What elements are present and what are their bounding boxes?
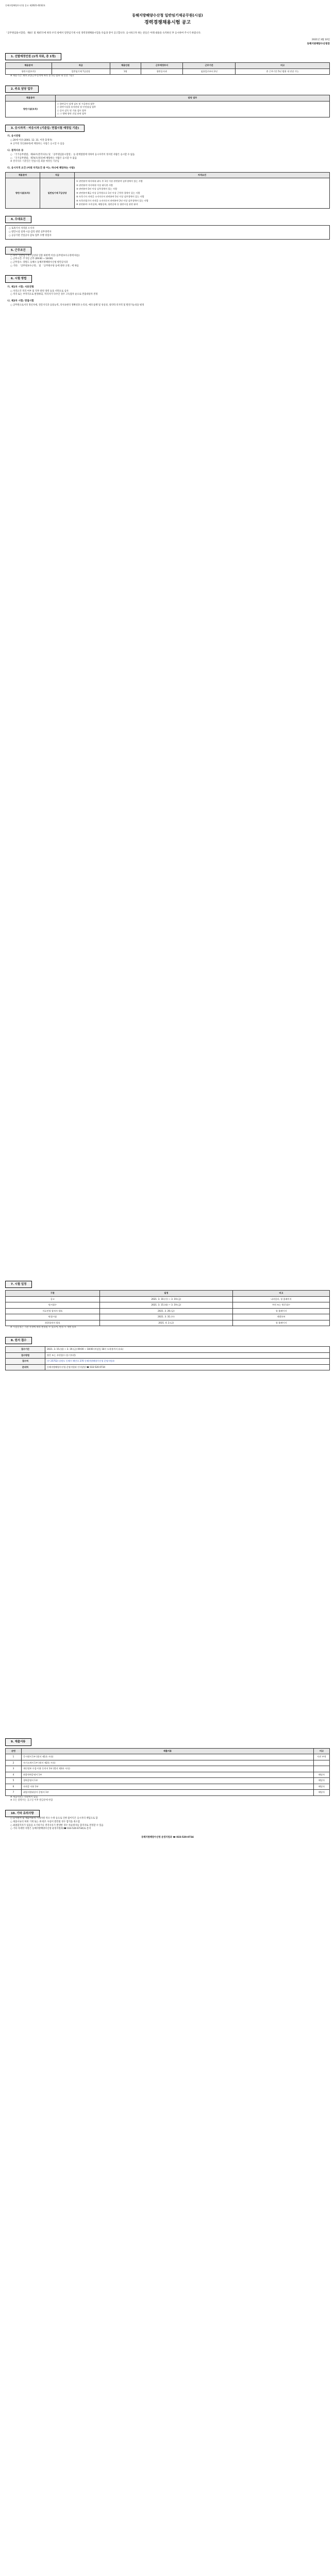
- note: ※ 시험일정은 기관 사정에 따라 변경될 수 있으며, 변경 시 개별 통보: [10, 1326, 76, 1329]
- list-item: ○ 기타: 「공무원보수규정」 및 「공무원수당 등에 관한 규정」에 따름: [10, 264, 79, 267]
- table-cell: 해당자: [314, 1772, 330, 1778]
- table-cell: [56, 101, 330, 117]
- table-cell: 3: [6, 1766, 22, 1772]
- table-row: [6, 1364, 330, 1370]
- table-header: 직급: [40, 172, 75, 178]
- sub-heading: 다. 응시자격 요건 (아래 자격요건 중 어느 하나에 해당하는 사람): [7, 166, 75, 170]
- table-row: [6, 1766, 330, 1772]
- table-header: 직급: [52, 63, 110, 69]
- list-item: ○ 항만공사 설계 검토 및 시공관리 업무: [57, 102, 95, 105]
- table-row: [6, 1314, 330, 1320]
- list-item: ○ 기타 자세한 사항은 동해지방해양수산청 운영지원과(☎ 033-520-0734)로 문의: [10, 1827, 91, 1831]
- table-cell: (우 25752) 강원도 동해시 해안로 270 동해지방해양수산청 운영지원과: [45, 1359, 330, 1365]
- section-heading: 4. 우대요건: [5, 216, 31, 223]
- list-item: ○ 「국가공무원법」제74조(정년)에 해당하는 사람은 응시할 수 없음: [10, 157, 77, 160]
- table-cell: 접수처: [6, 1359, 45, 1365]
- section-heading: 10. 기타 유의사항: [5, 1810, 40, 1817]
- table-cell: 총 근무기간 5년 범위 내 연장 가능: [236, 69, 330, 75]
- list-item: ○ 공공기관 건설공사 감독 업무 수행 경험자: [9, 234, 52, 237]
- table-cell: 공고: [6, 1296, 100, 1302]
- section-conditions: [5, 247, 330, 268]
- table-row: [6, 1359, 330, 1365]
- list-item: ④ 관련분야 8급 이상 공무원으로 1년 이상 근무한 경력이 있는 사람: [76, 191, 140, 194]
- table-row: [6, 1320, 330, 1326]
- note: ※ 채용기간: 최초 2년(근무실적에 따라 총 5년 범위 내 연장 가능): [10, 75, 74, 78]
- table-row: [6, 1784, 330, 1790]
- table-header: 근무예정부서: [141, 63, 182, 69]
- reference-number: 동해지방해양수산청 공고 제2021-0232호: [5, 4, 46, 7]
- table-row: [6, 101, 330, 117]
- table-header: 순번: [6, 1748, 22, 1754]
- table-cell: 최종합격자 발표: [6, 1320, 100, 1326]
- application-table: [5, 1346, 330, 1370]
- duties-table: [5, 95, 330, 117]
- table-cell: 일반임기제 7급상당: [40, 178, 75, 209]
- table-cell: 자격증 사본 1부: [22, 1784, 314, 1790]
- table-header: 비고: [314, 1748, 330, 1754]
- table-row: [6, 1754, 330, 1760]
- section-heading: 1. 선발예정인원 (1개 직위, 총 1명): [5, 53, 61, 60]
- list-item: ○ 20세 이상 (2001. 12. 31. 이전 출생자): [10, 139, 53, 142]
- notice-page: [5, 0, 330, 1850]
- schedule-table: [5, 1290, 330, 1326]
- note: ※ 공무원 정년(60세)에 해당하는 사람은 응시할 수 없음: [10, 143, 64, 146]
- section-heading: 6. 시험 방법: [5, 275, 32, 282]
- table-cell: 항만공사과: [141, 69, 182, 75]
- list-item: ③ 관련분야 3년 이상 실무경력이 있는 사람: [76, 188, 118, 191]
- table-cell: 방문 또는 우편접수 (등기우편): [45, 1352, 330, 1359]
- table-cell: 2021. 3. 26.(금): [99, 1308, 232, 1314]
- intro-paragraph: 「공무원임용시험령」제4조 및 제47조에 따라 우리 청에서 일반임기제 시설 경력경쟁채용시험을 다음과 같이 공고합니다. 응시하고자 하는 분들은 아래 내용을 숙지하신 후 응시하여 주시기 바랍니다.: [5, 32, 202, 35]
- table-cell: 7: [6, 1790, 22, 1796]
- title-line-1: 동해지방해양수산청 일반임기제공무원(시설): [132, 13, 203, 18]
- table-cell: 일반임기제 7급상당: [52, 69, 110, 75]
- qualification-table: [5, 172, 330, 209]
- list-item: ○ 자격요건 적격 여부 및 직무 관련 경력 등을 서면으로 심사: [10, 290, 69, 293]
- table-cell: 1: [6, 1754, 22, 1760]
- list-item: ○ 공사 감독 및 기술 검토 업무: [57, 109, 87, 112]
- issuing-organization: 동해지방해양수산청장: [307, 42, 330, 45]
- section-documents: [5, 1738, 330, 1803]
- section-heading: 7. 시험 일정: [5, 1281, 32, 1288]
- section-schedule: [5, 1281, 330, 1330]
- section-preferences: [5, 216, 330, 240]
- list-item: ⑥ 토목산업기사 자격증 소지자로서 관련분야 2년 이상 실무경력이 있는 사람: [76, 199, 148, 202]
- table-row: [6, 1302, 330, 1309]
- table-row: [6, 69, 330, 75]
- table-row: [6, 1790, 330, 1796]
- table-header: 구분: [6, 1291, 100, 1297]
- list-item: ○ 근무장소: 강원도 동해시 동해지방해양수산청 항만공사과: [10, 261, 68, 264]
- list-item: ○ 최종합격자가 임용을 포기하거나 결격사유가 발생한 경우 차순위자를 합격자로 결정할 수 있음: [10, 1824, 104, 1827]
- table-cell: 임용일로부터 2년: [183, 69, 236, 75]
- positions-table: [5, 62, 330, 75]
- table-cell: [314, 1766, 330, 1772]
- section-other-notes: [5, 1810, 330, 1831]
- table-cell: 취업지원대상자 증명서 1부: [22, 1790, 314, 1796]
- list-item: ○ 공무원으로서의 정신자세, 전문지식과 응용능력, 의사표현의 정확성과 논리성, 예의·품행 및 성실성, 창의력·의지력 및 발전가능성을 평정: [10, 304, 144, 307]
- sub-heading: 가. 응시연령: [7, 135, 21, 138]
- table-cell: 개별통보: [232, 1314, 329, 1320]
- table-row: [6, 1308, 330, 1314]
- preferences-box: [5, 225, 330, 240]
- section-heading: 8. 원서 접수: [5, 1337, 32, 1344]
- table-cell: 2021. 3. 15.(월) ~ 3. 19.(금): [99, 1302, 232, 1309]
- table-row: [6, 1760, 330, 1766]
- table-cell: 2021. 3. 31.(수): [99, 1314, 232, 1320]
- table-header: 채용분야: [6, 172, 40, 178]
- table-cell: 응시원서 1부 (별지 제1호 서식): [22, 1754, 314, 1760]
- section-heading: 3. 응시자격 · 비응시자 (기준일: 면접시험 예정일 기준): [5, 125, 85, 132]
- sub-heading: 나. 제2차 시험: 면접시험: [7, 300, 34, 303]
- title-line-2: 경력경쟁채용시험 공고: [144, 20, 191, 26]
- list-item: ○ 응시원서 및 제출서류의 기재사항 착오·누락 등으로 인한 불이익은 응시자의 책임으로 함: [10, 1817, 98, 1820]
- note: ※ 제출서류는 반환하지 않음: [10, 1795, 38, 1799]
- table-cell: 최종학력증명서 1부: [22, 1772, 314, 1778]
- section-duties: [5, 86, 330, 117]
- table-cell: 항만시설(토목): [6, 178, 40, 209]
- list-item: ○ 제출서류의 허위 기재 또는 위·변조 사실이 발견될 경우 합격을 취소함: [10, 1820, 80, 1823]
- contact-footer: 동해지방해양수산청 운영지원과 ☎ 033-520-0734: [141, 1836, 194, 1839]
- table-row: [6, 1778, 330, 1784]
- table-header: 채용분야: [6, 95, 56, 101]
- table-cell: 서류전형 합격자 발표: [6, 1308, 100, 1314]
- table-header: 제출서류: [22, 1748, 314, 1754]
- title-block: [5, 13, 330, 27]
- table-row: [6, 1352, 330, 1359]
- table-cell: 문의처: [6, 1364, 45, 1370]
- table-header: 담당 업무: [56, 95, 330, 101]
- table-row: [6, 1772, 330, 1778]
- table-cell: 사진 부착: [314, 1754, 330, 1760]
- table-header: 자격요건: [75, 172, 330, 178]
- table-cell: 6: [6, 1784, 22, 1790]
- note: ※ 모든 증명서는 공고일 이후 발급분에 한함: [10, 1799, 53, 1802]
- table-row: [6, 178, 330, 209]
- list-item: ○ 항만시설 설계·시공·감리 관련 실무경력자: [9, 230, 52, 233]
- table-header: 근무기간: [183, 63, 236, 69]
- table-cell: 2: [6, 1760, 22, 1766]
- table-cell: 우편 또는 방문접수: [232, 1302, 329, 1309]
- section-exam-method: [5, 275, 330, 308]
- table-cell: 청 홈페이지: [232, 1320, 329, 1326]
- table-header: 채용분야: [6, 63, 52, 69]
- table-cell: 해당자: [314, 1784, 330, 1790]
- table-cell: 접수기간: [6, 1347, 45, 1353]
- list-item: ○ 토목기사 자격증 소지자: [9, 227, 35, 230]
- section-application: [5, 1337, 330, 1370]
- sub-heading: 가. 제1차 시험: 서류전형: [7, 285, 34, 289]
- list-item: ⑤ 토목기사 자격증 소지자로서 관련분야 1년 이상 실무경력이 있는 사람: [76, 195, 144, 198]
- blank-area: [5, 308, 330, 1274]
- table-header: 비고: [236, 63, 330, 69]
- blank-area: [5, 1370, 330, 1731]
- table-cell: 4: [6, 1772, 22, 1778]
- sub-heading: 나. 결격사유 등: [7, 149, 24, 152]
- table-cell: 해당자: [314, 1790, 330, 1796]
- list-item: ○ 항만시설물 유지관리 및 안전점검 업무: [57, 106, 96, 109]
- note: ※ 결격사유 기준일은 면접시험 최종 예정일 기준임: [10, 160, 59, 163]
- table-row: [6, 1347, 330, 1353]
- list-item: ○ 보수: 일반임기제 7급상당 연봉 하한액 이상 (공무원보수규정에 따름): [10, 254, 80, 257]
- table-cell: 해당자: [314, 1778, 330, 1784]
- table-row: [6, 1296, 330, 1302]
- table-cell: 접수방법: [6, 1352, 45, 1359]
- list-item: ○ 적격 또는 부적격으로 판정하되, 적격자가 다수인 경우 고득점자 순으로 면접대상자 결정: [10, 293, 98, 296]
- list-item: ② 관련분야 석사학위 이상 취득한 사람: [76, 183, 113, 187]
- table-cell: 항만시설(토목): [6, 101, 56, 117]
- section-positions: [5, 53, 330, 78]
- table-cell: 자기소개서 1부 (별지 제2호 서식): [22, 1760, 314, 1766]
- table-cell: [75, 178, 330, 209]
- list-item: ○ 그 밖에 항만 건설 관련 업무: [57, 112, 87, 115]
- list-item: ○ 근무시간: 주 5일 근무 (09:00 ~ 18:00): [10, 258, 53, 261]
- table-cell: 2021. 4. 2.(금): [99, 1320, 232, 1326]
- note: ※ 관련분야: 토목공학, 해양공학, 항만공학 등 항만시설 관련 분야: [76, 203, 138, 206]
- table-header: 일정: [99, 1291, 232, 1297]
- table-cell: 항만시설(토목): [6, 69, 52, 75]
- table-cell: 5: [6, 1778, 22, 1784]
- table-cell: 동해지방해양수산청 운영지원과 인사담당 ☎ 033-520-0734: [45, 1364, 330, 1370]
- documents-table: [5, 1748, 330, 1796]
- table-header: 채용인원: [110, 63, 141, 69]
- table-cell: 2021. 3. 10.(수) ~ 3. 19.(금): [99, 1296, 232, 1302]
- table-cell: 면접시험: [6, 1314, 100, 1320]
- table-cell: 2021. 3. 15.(월) ~ 3. 19.(금) 09:00 ~ 18:00 (마감일 18시 도착분까지 유효): [45, 1347, 330, 1353]
- table-cell: 1명: [110, 69, 141, 75]
- list-item: ○ 「국가공무원법」제33조(결격사유) 및 「공무원임용시험령」 등 관계법령에 의하여 응시자격이 정지된 사람은 응시할 수 없음: [10, 153, 135, 156]
- table-cell: 청 홈페이지: [232, 1308, 329, 1314]
- notice-date: 2021년 3월 10일: [311, 39, 330, 42]
- table-cell: 개인정보 수집·이용 동의서 1부 (별지 제3호 서식): [22, 1766, 314, 1772]
- table-cell: 원서접수: [6, 1302, 100, 1309]
- section-heading: 2. 주요 담당 업무: [5, 86, 39, 93]
- section-heading: 5. 근무조건: [5, 247, 31, 254]
- list-item: ① 관련분야 학사학위 취득 후 1년 이상 관련분야 실무경력이 있는 사람: [76, 180, 143, 183]
- table-cell: 나라일터, 청 홈페이지: [232, 1296, 329, 1302]
- section-heading: 9. 제출서류: [5, 1738, 31, 1745]
- table-header: 비고: [232, 1291, 329, 1297]
- table-cell: 경력증명서 1부: [22, 1778, 314, 1784]
- section-eligibility: [5, 125, 330, 209]
- table-cell: [314, 1760, 330, 1766]
